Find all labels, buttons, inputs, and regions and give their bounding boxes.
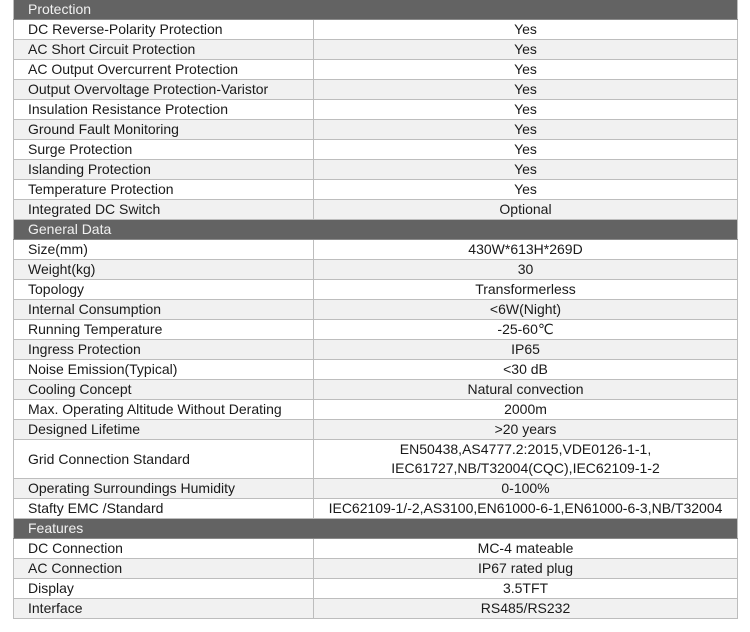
table-row: [14, 60, 738, 80]
table-row: [14, 300, 738, 320]
table-row: [14, 180, 738, 200]
row-value: Yes: [314, 120, 738, 140]
table-row: [14, 260, 738, 280]
row-value: Yes: [314, 60, 738, 80]
row-label: Interface: [14, 599, 314, 619]
row-label: Size(mm): [14, 240, 314, 260]
section-header-protection: [14, 0, 738, 20]
row-label: Display: [14, 579, 314, 599]
table-row: [14, 380, 738, 400]
section-header-features: [14, 519, 738, 539]
row-label: Topology: [14, 280, 314, 300]
row-value-line-1: EN50438,AS4777.2:2015,VDE0126-1-1,: [399, 441, 652, 457]
table-row: [14, 559, 738, 579]
row-label: AC Short Circuit Protection: [14, 40, 314, 60]
row-label: DC Connection: [14, 539, 314, 559]
row-label: Islanding Protection: [14, 160, 314, 180]
row-value: Transformerless: [314, 280, 738, 300]
row-value: Yes: [314, 20, 738, 40]
table-row: [14, 400, 738, 420]
row-label: Stafty EMC /Standard: [14, 499, 314, 519]
table-row: [14, 120, 738, 140]
row-value: IP67 rated plug: [314, 559, 738, 579]
table-row: [14, 280, 738, 300]
row-label: Integrated DC Switch: [14, 200, 314, 220]
row-value: <6W(Night): [314, 300, 738, 320]
section-title: Features: [14, 519, 738, 539]
table-row: [14, 320, 738, 340]
table-row: [14, 420, 738, 440]
row-label: Operating Surroundings Humidity: [14, 479, 314, 499]
row-value: 3.5TFT: [314, 579, 738, 599]
spec-table: [13, 0, 738, 619]
row-value: >20 years: [314, 420, 738, 440]
row-value: Optional: [314, 200, 738, 220]
row-value: [314, 440, 738, 479]
row-label: Internal Consumption: [14, 300, 314, 320]
row-value: IP65: [314, 340, 738, 360]
table-row: [14, 499, 738, 519]
row-label: Cooling Concept: [14, 380, 314, 400]
table-row: [14, 340, 738, 360]
row-value: Yes: [314, 160, 738, 180]
row-value: Yes: [314, 100, 738, 120]
row-value: Yes: [314, 40, 738, 60]
table-row: [14, 20, 738, 40]
row-value: 2000m: [314, 400, 738, 420]
row-label: Output Overvoltage Protection-Varistor: [14, 80, 314, 100]
table-row: [14, 360, 738, 380]
row-label: Ingress Protection: [14, 340, 314, 360]
row-value: 430W*613H*269D: [314, 240, 738, 260]
row-label: Weight(kg): [14, 260, 314, 280]
row-label: Ground Fault Monitoring: [14, 120, 314, 140]
row-label: Noise Emission(Typical): [14, 360, 314, 380]
row-label: Surge Protection: [14, 140, 314, 160]
table-row: [14, 240, 738, 260]
row-label: DC Reverse-Polarity Protection: [14, 20, 314, 40]
table-row: [14, 440, 738, 479]
section-title: General Data: [14, 220, 738, 240]
row-label: Insulation Resistance Protection: [14, 100, 314, 120]
table-row: [14, 140, 738, 160]
row-label: Grid Connection Standard: [14, 440, 314, 479]
spec-sheet: [13, 0, 737, 619]
table-row: [14, 80, 738, 100]
table-row: [14, 100, 738, 120]
table-row: [14, 599, 738, 619]
section-header-general-data: [14, 220, 738, 240]
row-label: AC Connection: [14, 559, 314, 579]
table-row: [14, 479, 738, 499]
row-label: AC Output Overcurrent Protection: [14, 60, 314, 80]
row-value: IEC62109-1/-2,AS3100,EN61000-6-1,EN61000-6-3,NB/T32004: [314, 499, 738, 519]
row-value: Yes: [314, 140, 738, 160]
table-row: [14, 40, 738, 60]
table-row: [14, 539, 738, 559]
table-row: [14, 160, 738, 180]
row-label: Designed Lifetime: [14, 420, 314, 440]
row-value: Yes: [314, 80, 738, 100]
row-value: Yes: [314, 180, 738, 200]
row-value: 0-100%: [314, 479, 738, 499]
row-value: 30: [314, 260, 738, 280]
table-row: [14, 200, 738, 220]
row-value-line-2: IEC61727,NB/T32004(CQC),IEC62109-1-2: [391, 460, 660, 476]
table-row: [14, 579, 738, 599]
row-label: Max. Operating Altitude Without Derating: [14, 400, 314, 420]
row-label: Running Temperature: [14, 320, 314, 340]
row-value: RS485/RS232: [314, 599, 738, 619]
row-value: Natural convection: [314, 380, 738, 400]
section-title: Protection: [14, 0, 738, 20]
row-label: Temperature Protection: [14, 180, 314, 200]
row-value: <30 dB: [314, 360, 738, 380]
row-value: MC-4 mateable: [314, 539, 738, 559]
row-value: -25-60℃: [314, 320, 738, 340]
